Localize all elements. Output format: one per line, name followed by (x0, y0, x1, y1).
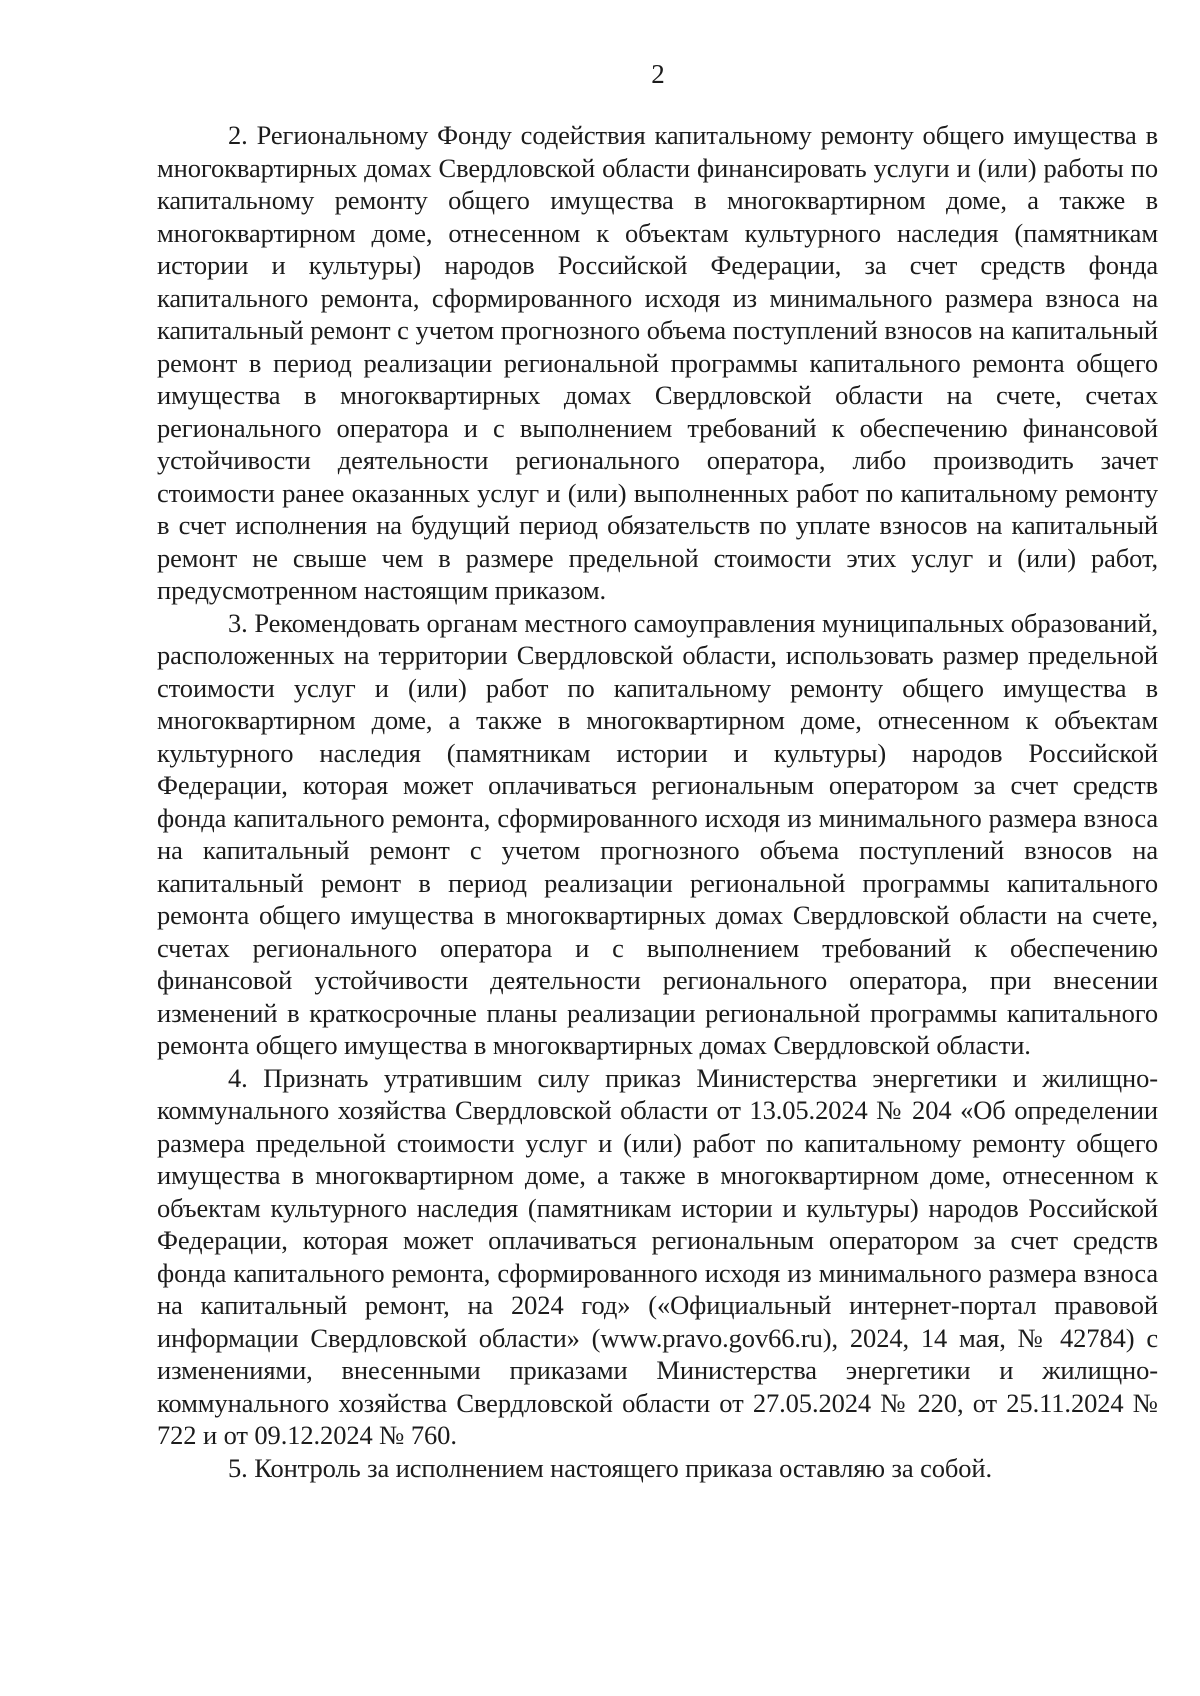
paragraph-5: 5. Контроль за исполнением настоящего приказа оставляю за собой. (228, 1452, 993, 1483)
paragraph-4: 4. Признать утратившим силу приказ Министерства энергетики и жилищно-коммунального хозяйства Свердловской области от 13.05.2024 № 204 «Об определении размера предельной стоимости услуг и (или) работ по капитальному ремонту общего имущества в многоквартирном доме, а также в многоквартирном доме, отнесенном к объектам культурного наследия (памятникам истории и культуры) народов Российской Федерации, которая может оплачиваться региональным оператором за счет средств фонда капитального ремонта, сформированного исходя из минимального размера взноса на капитальный ремонт, на 2024 год» («Официальный интернет-портал правовой информации Свердловской области» (www.pravo.gov66.ru), 2024, 14 мая, № 42784) с изменениями, внесенными приказами Министерства энергетики и жилищно-коммунального хозяйства Свердловской области от 27.05.2024 № 220, от 25.11.2024 № 722 и от 09.12.2024 № 760. (157, 1062, 1158, 1450)
document-body (157, 119, 1158, 1484)
paragraph-2: 2. Региональному Фонду содействия капитальному ремонту общего имущества в многоквартирных домах Свердловской области финансировать услуги и (или) работы по капитальному ремонту общего имущества в многоквартирном доме, а также в многоквартирном доме, отнесенном к объектам культурного наследия (памятникам истории и культуры) народов Российской Федерации, за счет средств фонда капитального ремонта, сформированного исходя из минимального размера взноса на капитальный ремонт с учетом прогнозного объема поступлений взносов на капитальный ремонт в период реализации региональной программы капитального ремонта общего имущества в многоквартирных домах Свердловской области на счете, счетах регионального оператора и с выполнением требований к обеспечению финансовой устойчивости деятельности регионального оператора, либо производить зачет стоимости ранее оказанных услуг и (или) выполненных работ по капитальному ремонту в счет исполнения на будущий период обязательств по уплате взносов на капитальный ремонт не свыше чем в размере предельной стоимости этих услуг и (или) работ, предусмотренном настоящим приказом. (157, 120, 1158, 605)
paragraph-3: 3. Рекомендовать органам местного самоуправления муниципальных образований, расположенных на территории Свердловской области, использовать размер предельной стоимости услуг и (или) работ по капитальному ремонту общего имущества в многоквартирном доме, а также в многоквартирном доме, отнесенном к объектам культурного наследия (памятникам истории и культуры) народов Российской Федерации, которая может оплачиваться региональным оператором за счет средств фонда капитального ремонта, сформированного исходя из минимального размера взноса на капитальный ремонт с учетом прогнозного объема поступлений взносов на капитальный ремонт в период реализации региональной программы капитального ремонта общего имущества в многоквартирных домах Свердловской области на счете, счетах регионального оператора и с выполнением требований к обеспечению финансовой устойчивости деятельности регионального оператора, при внесении изменений в краткосрочные планы реализации региональной программы капитального ремонта общего имущества в многоквартирных домах Свердловской области. (157, 607, 1158, 1060)
page-number: 2 (651, 59, 665, 89)
